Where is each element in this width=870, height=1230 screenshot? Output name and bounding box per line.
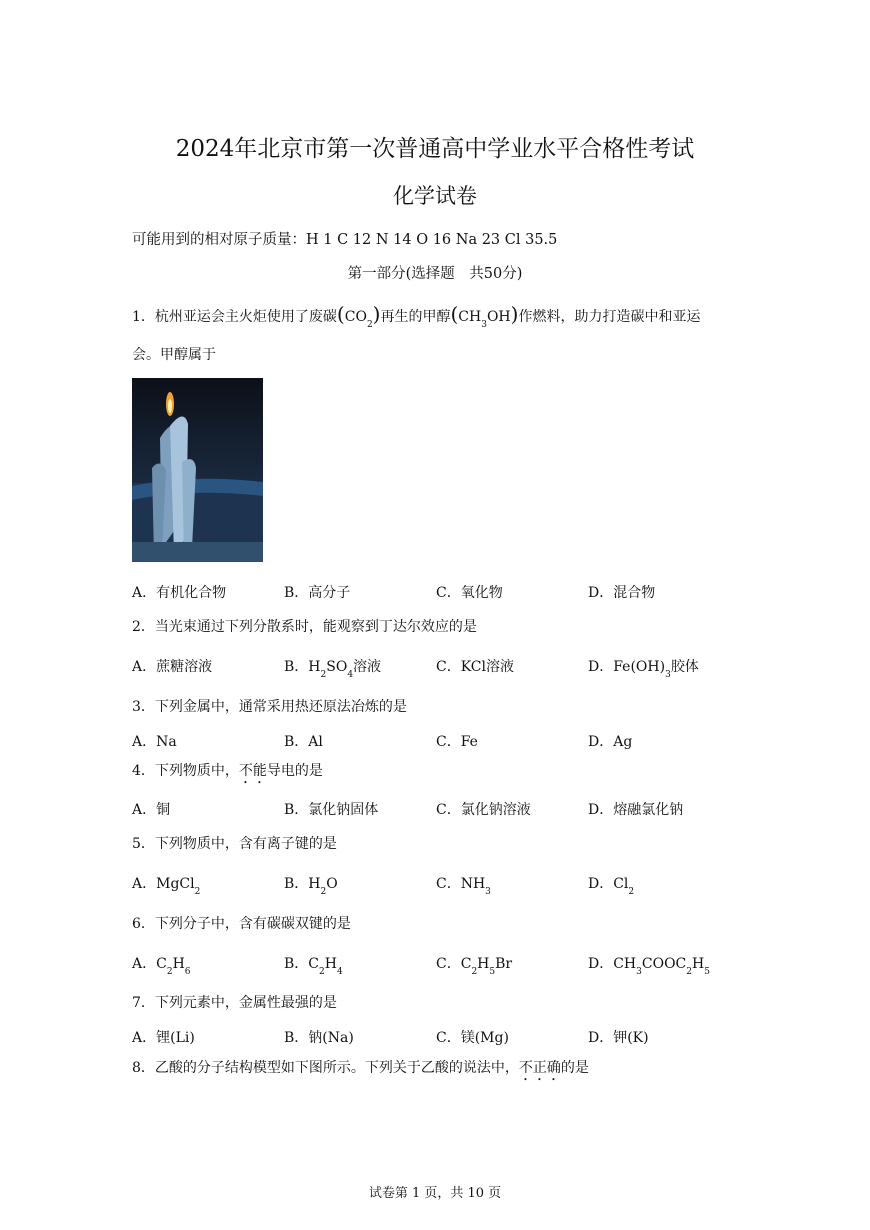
q7-option-c: C．镁(Mg) <box>436 1030 509 1046</box>
q2-option-d: D．$Fe(OH)_3$胶体 <box>588 659 699 680</box>
question-6: 6．下列分子中，含有碳碳双键的是 <box>132 916 351 932</box>
q3-option-b: B．Al <box>284 734 323 750</box>
q4-option-d: D．熔融氯化钠 <box>588 802 684 818</box>
q4-option-c: C．氯化钠溶液 <box>436 802 531 818</box>
q4-option-b: B．氯化钠固体 <box>284 802 379 818</box>
q5-option-c: C．$NH_3$ <box>436 876 491 897</box>
page-subtitle: 化学试卷 <box>393 184 477 208</box>
question-2: 2．当光束通过下列分散系时，能观察到丁达尔效应的是 <box>132 619 477 635</box>
section-heading: 第一部分(选择题 共50分) <box>347 266 523 282</box>
q6-option-b: B．$C_2H_4$ <box>284 956 343 977</box>
question-5: 5．下列物质中，含有离子键的是 <box>132 836 337 852</box>
formula-ch3oh: $CH_3OH$ <box>458 309 511 330</box>
q1-option-b: B．高分子 <box>284 585 351 601</box>
torch-photo <box>132 378 263 562</box>
question-8: 8．乙酸的分子结构模型如下图所示。下列关于乙酸的说法中，不正确的是 <box>132 1060 589 1076</box>
q5-option-a: A．MgCl$_2$ <box>132 876 201 897</box>
q1-option-d: D．混合物 <box>588 585 656 601</box>
formula-co2: $CO_2$ <box>344 309 373 330</box>
q2-option-b: B．$H_2SO_4$溶液 <box>284 659 382 680</box>
page-footer: 试卷第 1 页，共 10 页 <box>368 1186 502 1201</box>
q2-option-a: A．蔗糖溶液 <box>132 659 213 675</box>
page-title: 2024年北京市第一次普通高中学业水平合格性考试 <box>175 136 695 162</box>
question-3: 3．下列金属中，通常采用热还原法冶炼的是 <box>132 699 407 715</box>
q4-option-a: A．铜 <box>132 802 171 818</box>
q1-option-a: A．有机化合物 <box>132 585 227 601</box>
emphasis-not: 不能 <box>238 763 267 779</box>
q6-option-a: A．$C_2H_6$ <box>132 956 191 977</box>
q6-option-d: D．$CH_3COOC_2H_5$ <box>588 956 710 977</box>
q7-option-d: D．钾(K) <box>588 1030 649 1046</box>
q1-option-c: C．氧化物 <box>436 585 503 601</box>
question-1-line2: 会。甲醇属于 <box>132 347 216 363</box>
q3-option-a: A．Na <box>132 734 177 750</box>
question-4: 4．下列物质中，不能导电的是 <box>132 763 323 779</box>
atomic-masses: 可能用到的相对原子质量：H 1 C 12 N 14 O 16 Na 23 Cl 35.5 <box>132 232 558 248</box>
q5-option-d: D．$Cl_2$ <box>588 876 635 897</box>
q6-option-c: C．$C_2H_5Br$ <box>436 956 513 977</box>
q3-option-c: C．Fe <box>436 734 478 750</box>
question-7: 7．下列元素中，金属性最强的是 <box>132 995 337 1011</box>
q2-option-c: C．KCl溶液 <box>436 659 514 675</box>
q5-option-b: B．$H_2O$ <box>284 876 338 897</box>
q3-option-d: D．Ag <box>588 734 633 750</box>
q7-option-a: A．锂(Li) <box>132 1030 195 1046</box>
emphasis-incorrect: 不正确 <box>518 1060 561 1076</box>
q7-option-b: B．钠(Na) <box>284 1030 354 1046</box>
question-1: 1．杭州亚运会主火炬使用了废碳$(CO_2)$再生的甲醇$(CH_3OH)$作燃料，助力打造碳中和亚运 <box>132 302 701 330</box>
